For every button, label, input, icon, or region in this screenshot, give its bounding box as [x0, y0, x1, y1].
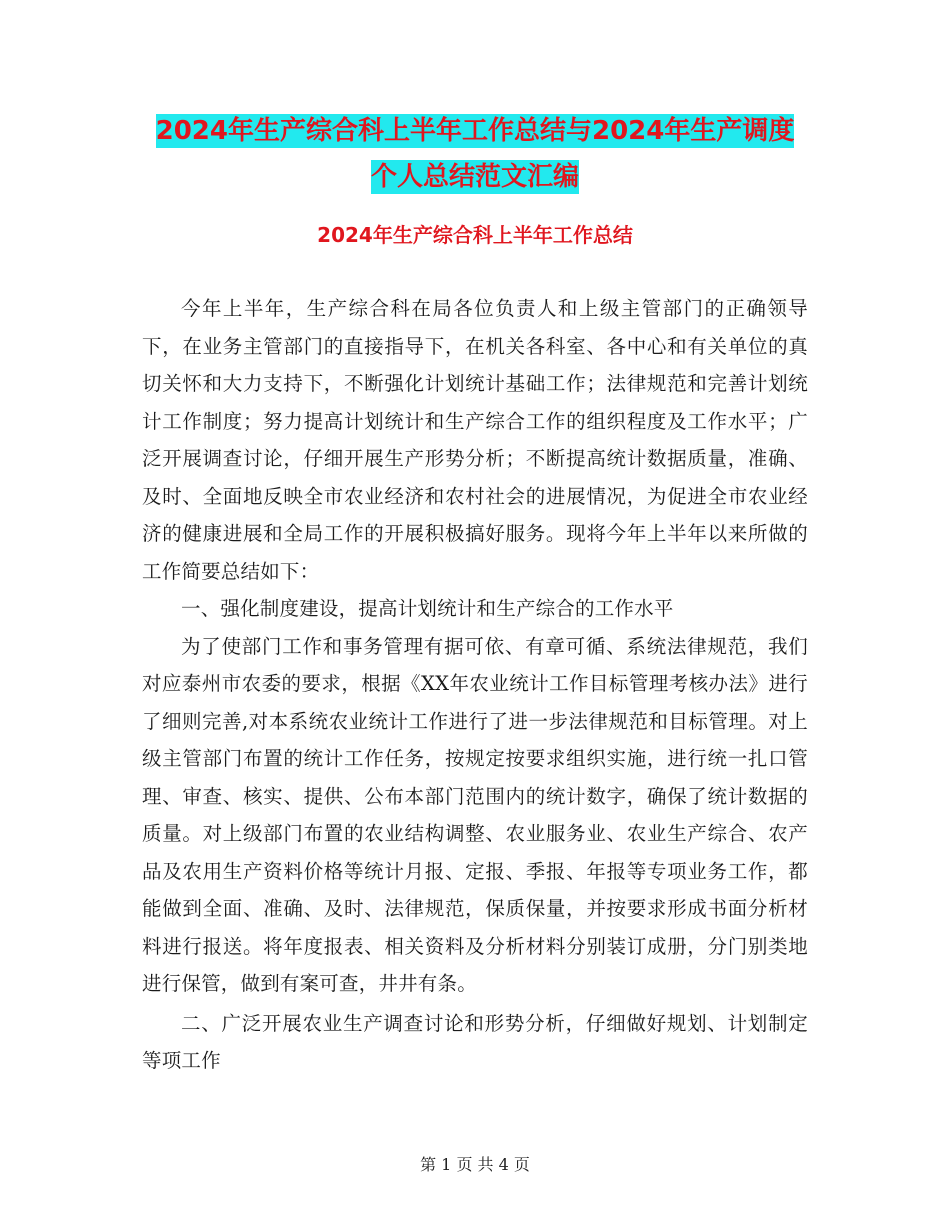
section-heading: 二、广泛开展农业生产调查讨论和形势分析，仔细做好规划、计划制定等项工作 [142, 1011, 808, 1072]
document-title-line-2: 个人总结范文汇编 [370, 162, 579, 192]
paragraph: 今年上半年，生产综合科在局各位负责人和上级主管部门的正确领导下，在业务主管部门的直接指导下，在机关各科室、各中心和有关单位的真切关怀和大力支持下，不断强化计划统计基础工作；法律规范和完善计划统计工作制度；努力提高计划统计和生产综合工作的组织程度及工作水平；广泛开展调查讨论，仔细开展生产形势分析；不断提高统计数据质量，准确、及时、全面地反映全市农业经济和农村社会的进展情况，为促进全市农业经济的健康进展和全局工作的开展积极搞好服务。现将今年上半年以来所做的工作简要总结如下： [142, 297, 808, 583]
document-title [142, 108, 808, 200]
paragraph: 为了使部门工作和事务管理有据可依、有章可循、系统法律规范，我们对应泰州市农委的要求，根据《XX年农业统计工作目标管理考核办法》进行了细则完善,对本系统农业统计工作进行了进一步法律规范和目标管理。对上级主管部门布置的统计工作任务，按规定按要求组织实施，进行统一扎口管理、审查、核实、提供、公布本部门范围内的统计数字，确保了统计数据的质量。对上级部门布置的农业结构调整、农业服务业、农业生产综合、农产品及农用生产资料价格等统计月报、定报、季报、年报等专项业务工作，都能做到全面、准确、及时、法律规范，保质保量，并按要求形成书面分析材料进行报送。将年度报表、相关资料及分析材料分别装订成册，分门别类地进行保管，做到有案可查，井井有条。 [142, 634, 808, 995]
document-title-line-1: 2024年生产综合科上半年工作总结与2024年生产调度 [155, 116, 795, 146]
document-body [142, 290, 808, 1080]
page-footer: 第 1 页 共 4 页 [420, 1155, 530, 1174]
section-heading: 一、强化制度建设，提高计划统计和生产综合的工作水平 [181, 597, 674, 620]
section-title: 2024年生产综合科上半年工作总结 [317, 223, 633, 247]
